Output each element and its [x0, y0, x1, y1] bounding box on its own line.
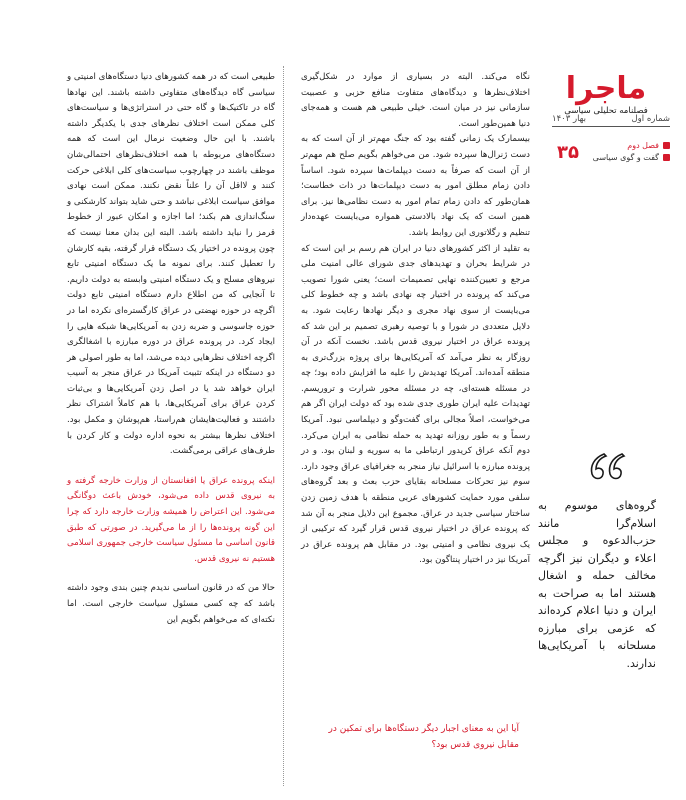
interview-question: آیا این به معنای اجبار دیگر دستگاه‌ها برای تمکین در مقابل نیروی قدس بود؟ [328, 724, 519, 750]
sidebar-quote [538, 497, 656, 672]
pull-quote: اینکه پرونده عراق یا افغانستان از وزارت خارجه گرفته و به نیروی قدس داده می‌شود، خودش باعث دوگانگی می‌شود. این اعتراض را همیشه وزارت خارجه دارد که چرا این گونه پرونده‌ها را از ما می‌گیرید. در صورتی که طبق قانون اساسی ما مسئول سیاست خارجی جمهوری اسلامی هستیم نه نیروی قدس. [67, 475, 275, 564]
issue-season: بهار ۱۴۰۳ [552, 114, 586, 124]
column-divider [283, 66, 284, 786]
section-subtitle: گفت و گوی سیاسی [592, 153, 659, 162]
paragraph: حالا من که در قانون اساسی ندیدم چنین بندی وجود داشته باشد که چه کسی مسئول سیاست خارجی است. اما نکته‌ای که می‌خواهم بگویم این [67, 583, 275, 625]
sidebar-quote-text: گروه‌های موسوم به اسلام‌گرا مانند حزب‌الدعوه و مجلس اعلاء و دیگران نیز اگرچه مخالف حمله و اشغال هستند اما به صراحت به ایران و دنیا اعلام کرده‌اند که عزمی برای مبارزه مسلحانه با آمریکایی‌ها ندارند. [538, 499, 656, 670]
section-square-icon [663, 154, 670, 161]
paragraph: نگاه می‌کند. البته در بسیاری از موارد در شکل‌گیری اختلاف‌نظرها و دیدگاه‌های متفاوت منافع حزبی و عصبیت سازمانی نیز در میان است. خیلی طبیعی هم هست و همه‌جای دنیا همین‌طور است. [301, 72, 530, 129]
sidebar [526, 0, 686, 800]
paragraph: بیسمارک یک زمانی گفته بود که جنگ مهم‌تر از آن است که به دست ژنرال‌ها سپرده شود. من می‌خواهم بگویم صلح هم مهم‌تر از آن است که صرفاً به دست دیپلمات‌ها سپرده شود. اساساً دادن زمام مطلق امور به دست دیپلمات‌ها در ذات خطاست؛ همان‌طور که دادن زمام تمام امور به دست نظامی‌ها نیز. برای همین است که یک نهاد بالادستی همواره می‌بایست عهده‌دار تنظیم و رگلاتوری این روابط باشد. [301, 134, 530, 238]
section-label: فصل دوم [627, 141, 659, 150]
section-tag [590, 140, 670, 164]
quote-mark-icon [586, 450, 626, 490]
logo-title: ماجرا [565, 71, 647, 106]
paragraph: به تقلید از اکثر کشورهای دنیا در ایران هم رسم بر این است که در شرایط بحران و تهدیدهای جدی شورای عالی امنیت ملی مرجع و تعیین‌کننده نهایی تصمیمات است؛ یعنی شورا تصویب می‌کند که پرونده در اختیار چه نهادی باشد و چه خطوط کلی می‌بایست از سوی نهاد مجری و دیگر نهادها رعایت شود. به دلایل متعددی در شورا و با توصیه رهبری تصمیم بر این شد که پرونده عراق در اختیار نیروی قدس باشد. نخست آنکه در آن روزگار به نظر می‌آمد که آمریکایی‌ها برای پروژه بزرگ‌تری به منطقه آمده‌اند. آمریکا تهدیدش را علیه ما افزایش داده بود؛ چه در مسئله هسته‌ای، چه در مسئله محور شرارت و تروریسم. تهدیدات علیه ایران طوری جدی شده بود که دولت ایران اگر هم می‌خواست، اصلاً مجالی برای گفت‌وگو و دیپلماسی نبود. آمریکا رسماً و به طور روزانه تهدید به حمله نظامی به ایران می‌کرد. دوم آنکه عراق کریدور ارتباطی ما به سوریه و لبنان بود. و در پرونده مبارزه با اسرائیل نیاز منجر به جغرافیای عراق وجود دارد. سوم نیز تحرکات مسلحانه بقایای حزب بعث و بعد گروه‌های سلفی مورد حمایت کشورهای عربی منطقه با هدف زمین زدن ساختار سیاسی جدید در عراق. مجموع این دلایل منجر به آن شد که پرونده عراق در اختیار نیروی قدس قرار گیرد که ترکیبی از یک نیروی نظامی و امنیتی بود. در مقابل هم پرونده عراق در آمریکا نیز در اختیار پنتاگون بود. [301, 243, 530, 566]
paragraph: طبیعی است که در همه کشورهای دنیا دستگاه‌های امنیتی و سیاسی گاه دیدگاه‌های متفاوتی داشته باشند. این نهادها گاه در تاکتیک‌ها و گاه حتی در استراتژی‌ها و سیاست‌های کلی ممکن است اختلاف نظرهای جدی با یکدیگر داشته باشند. با این حال وضعیت نرمال این است که همه دستگاه‌های مربوطه با همه اختلاف‌نظرهای احتمالی‌شان موظف باشند در چهارچوب سیاست‌های کلی ابلاغی حرکت کنند و لااقل آن را علناً نقض نکنند. ممکن است نهادی موافق سیاست ابلاغی نباشد و حتی شاید بتواند کارشکنی و سنگ‌اندازی هم بکند؛ اما اجازه و امکان عبور از خطوط قرمز را نباید داشته باشد. البته این بدان معنا نیست که چون پرونده در اختیار یک دستگاه قرار گرفته، بقیه کارشان را تعطیل کنند. برای نمونه ما یک دستگاه امنیتی تابع نیروهای مسلح و یک دستگاه امنیتی وابسته به دولت داریم. تا آنجایی که من اطلاع دارم دستگاه امنیتی تابع دولت اگرچه در حوزه نهضتی در عراق کارگستره‌ای نکرده اما در حوزه جاسوسی و ضربه زدن به آمریکایی‌ها شبکه هایی را ایجاد کرد. در پرونده عراق در دوره مبارزه با اشغالگری اگرچه اختلاف نظرهایی دیده می‌شد، اما به طور اصولی هر دو دستگاه در اینکه تثبیت آمریکا در عراق منجر به آسیب ایران خواهد شد یا در اصل زدن آمریکایی‌ها و بی‌ثبات کردن عراق برای آمریکایی‌ها، با هم کاملاً اشتراک نظر داشتند و فعالیت‌هایشان هم‌راستا، هم‌پوشان و مکمل بود. اختلاف نظرها بیشتر به نحوه اداره دولت و کار کردن با طرف‌های عراقی برمی‌گشت. [67, 72, 275, 457]
article-column-left [67, 70, 275, 628]
issue-info [552, 114, 670, 127]
article-column-right [301, 70, 530, 569]
issue-number: شماره اول [631, 114, 670, 124]
page-number: ۳۵ [557, 142, 579, 163]
magazine-logo[interactable] [550, 71, 662, 116]
logo-subtitle: فصلنامه تحلیلی سیاسی [564, 106, 648, 116]
section-square-icon [663, 142, 670, 149]
